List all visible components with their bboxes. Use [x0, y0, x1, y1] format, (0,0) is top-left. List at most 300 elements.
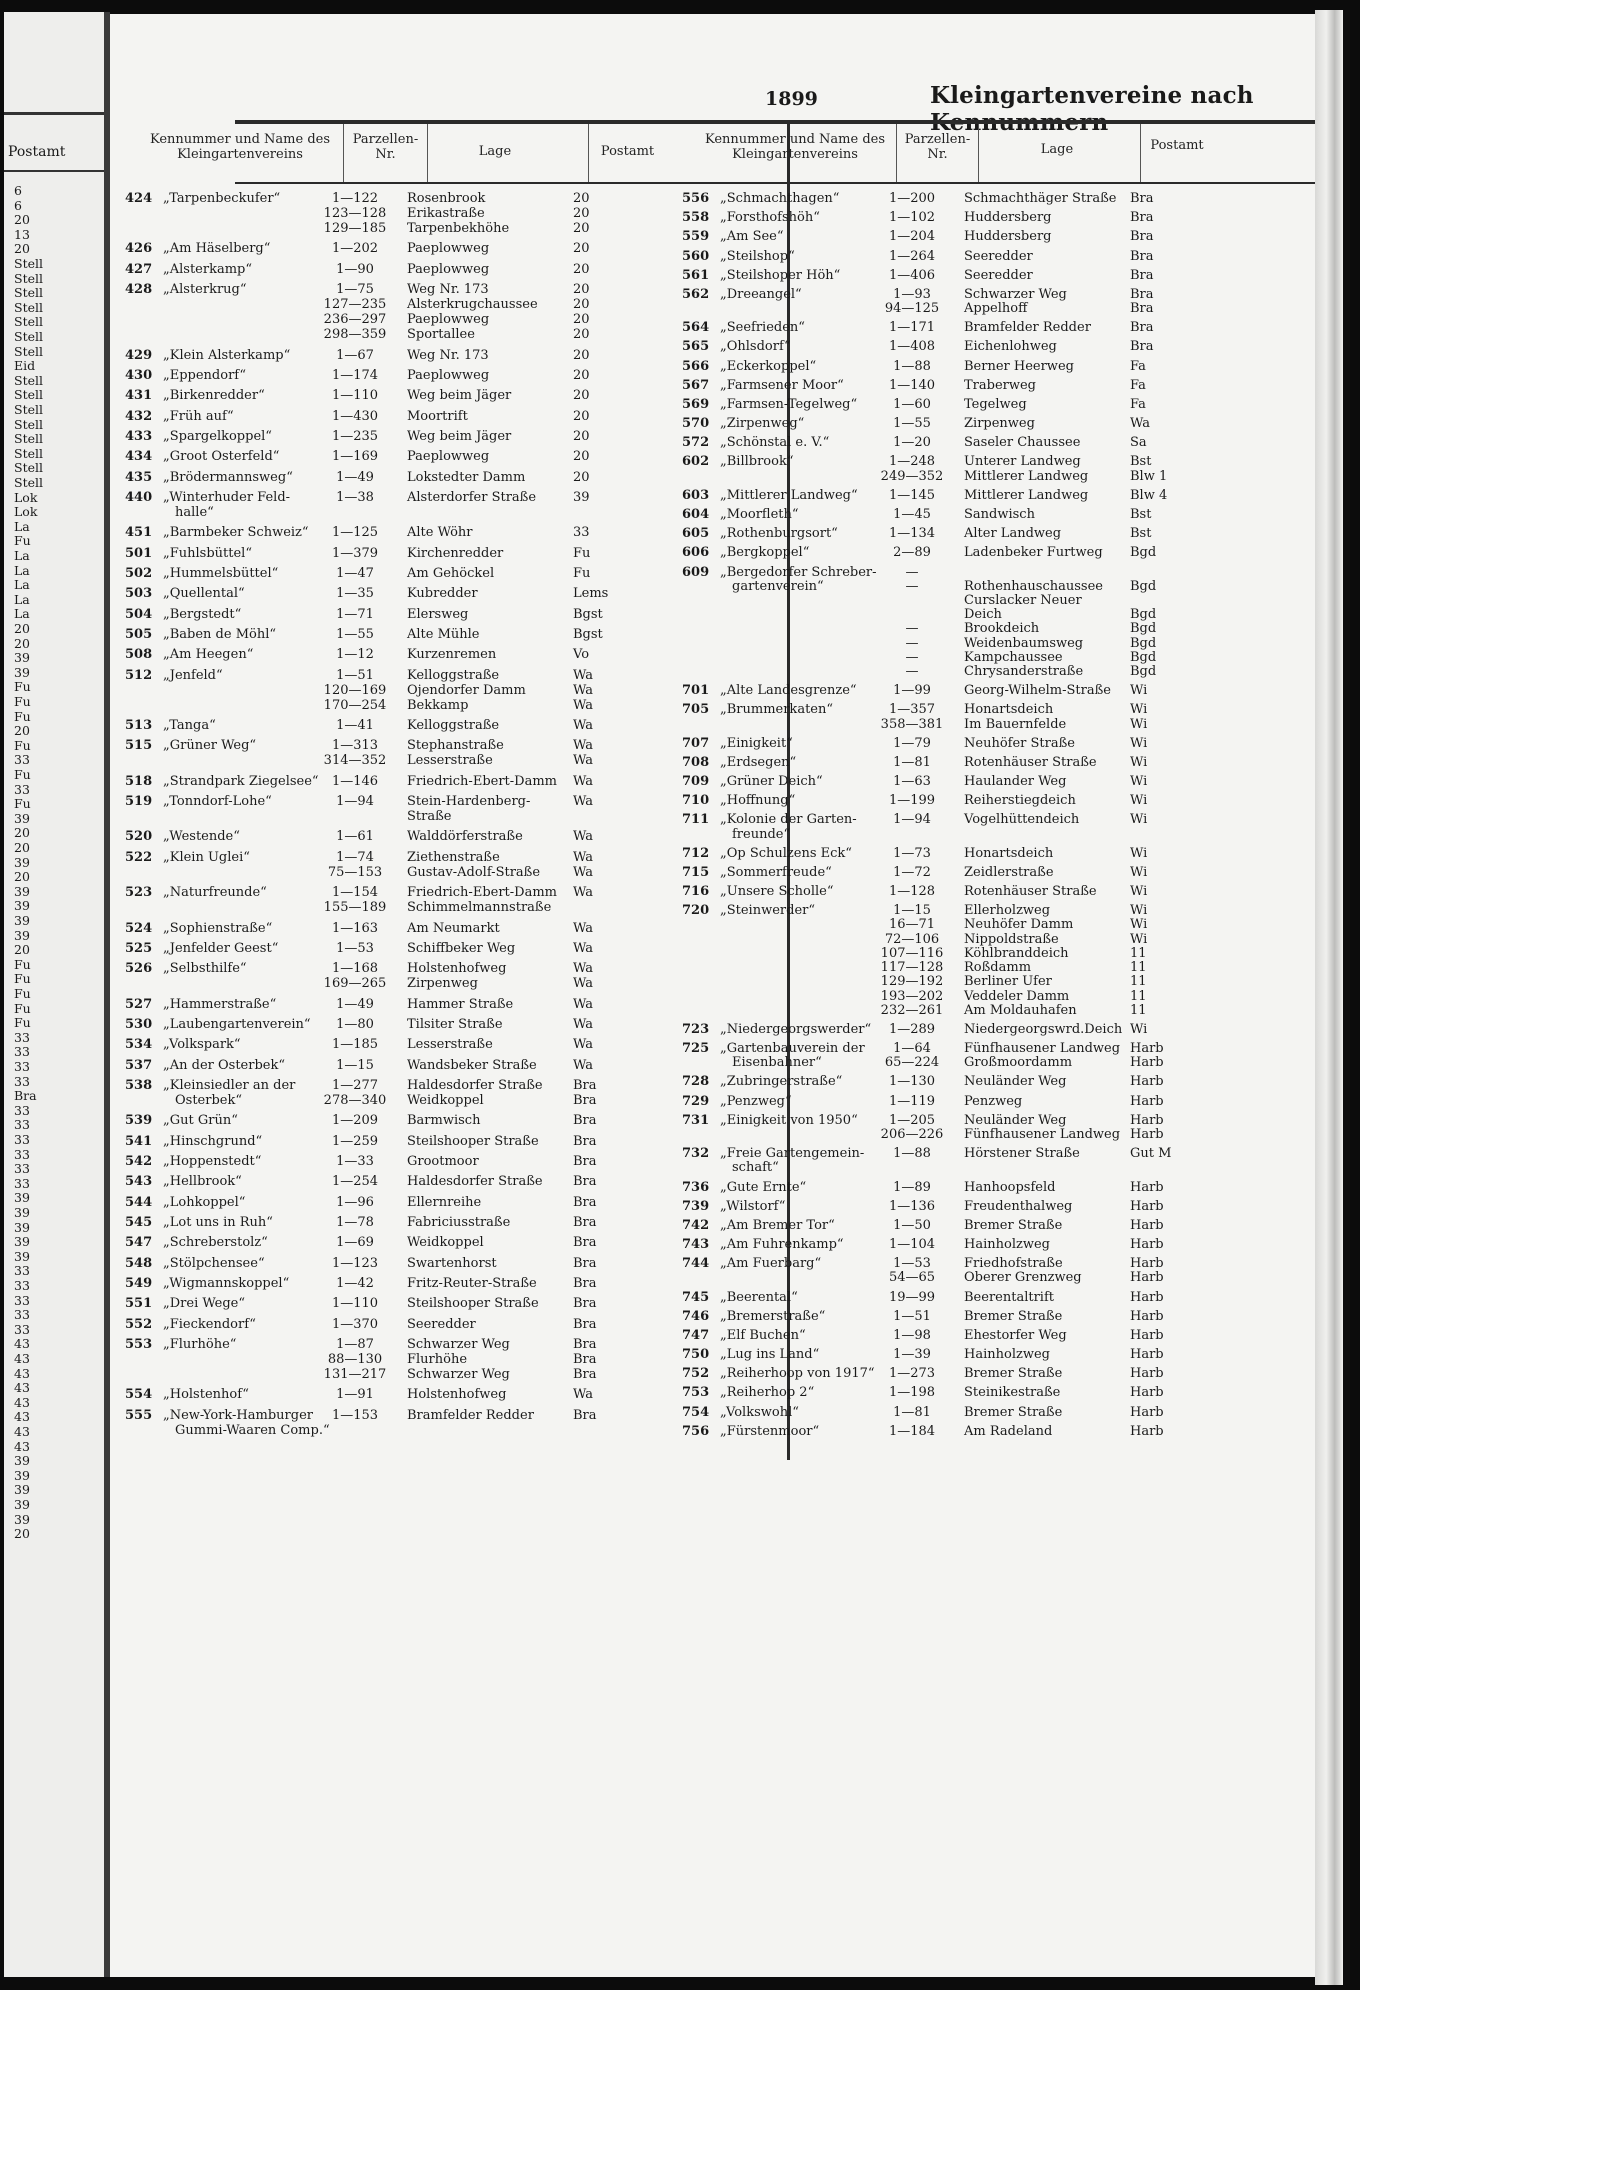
parcel-range: 1—130 — [888, 1074, 936, 1090]
left-page-postamt-value: 33 — [14, 1263, 30, 1279]
entry-name: „Drei Wege“ — [163, 1296, 246, 1312]
entry-name: „Kolonie der Garten- — [720, 812, 857, 828]
entry-number: 731 — [682, 1112, 710, 1128]
post-office: Harb — [1130, 1217, 1164, 1233]
parcel-range: 170—254 — [323, 697, 387, 713]
location: Mittlerer Landweg — [964, 487, 1089, 503]
left-page-postamt-value: 20 — [14, 942, 30, 958]
left-page-postamt-value: 43 — [14, 1424, 30, 1439]
left-page-postamt-value: 39 — [14, 1234, 30, 1250]
entry-name: „Beerental“ — [720, 1289, 798, 1305]
entry-number: 609 — [682, 564, 710, 580]
post-office: Wa — [1130, 416, 1150, 432]
post-office: Wi — [1130, 735, 1148, 751]
entry-number: 515 — [125, 738, 153, 754]
post-office: Wi — [1130, 845, 1148, 861]
parcel-range: 1—53 — [893, 1256, 931, 1272]
location: Holstenhofweg — [407, 961, 507, 977]
entry-name: „Am Heegen“ — [163, 647, 254, 663]
post-office: Bra — [573, 1296, 597, 1312]
post-office: 20 — [573, 469, 590, 485]
parcel-range: 236—297 — [323, 312, 387, 328]
entry-number: 565 — [682, 339, 710, 355]
parcel-range: 1—408 — [888, 339, 936, 355]
location: Im Bauernfelde — [964, 716, 1067, 732]
parcel-range: 127—235 — [323, 297, 387, 313]
parcel-range: 1—74 — [336, 849, 374, 865]
post-office: Bra — [573, 1092, 597, 1108]
entry-number: 566 — [682, 358, 710, 374]
entry-name: „An der Osterbek“ — [163, 1057, 285, 1073]
entry-number: 754 — [682, 1404, 710, 1420]
parcel-range: 123—128 — [323, 206, 387, 222]
left-page-postamt-value: 33 — [14, 1029, 30, 1045]
post-office: 20 — [573, 191, 590, 206]
post-office: Bra — [1130, 210, 1154, 226]
col-sep — [427, 124, 428, 182]
parcel-range: 1—49 — [336, 996, 374, 1012]
post-office: Wa — [573, 976, 593, 992]
location: Friedrich-Ebert-Damm — [407, 773, 557, 789]
parcel-range: 120—169 — [323, 682, 387, 698]
left-page-postamt-value: 39 — [14, 1482, 30, 1498]
location: Stephanstraße — [407, 738, 504, 754]
entry-name-cont: Eisenbahner“ — [732, 1055, 822, 1071]
location: Steinikestraße — [964, 1385, 1061, 1401]
location: Neuhöfer Straße — [964, 735, 1075, 751]
post-office: 20 — [573, 388, 590, 404]
post-office: Bst — [1130, 526, 1152, 542]
left-page-postamt-value: 39 — [14, 1511, 30, 1527]
entry-name: „Brummerkaten“ — [720, 702, 834, 718]
entry-name: „Hummelsbüttel“ — [163, 565, 279, 581]
entry-number: 508 — [125, 647, 153, 663]
entry-number: 527 — [125, 996, 153, 1012]
left-page-postamt-value: 6 — [14, 197, 22, 213]
parcel-range: 94—125 — [884, 301, 940, 317]
post-office: Wa — [573, 667, 593, 683]
entry-number: 742 — [682, 1217, 710, 1233]
entry-name: „Quellental“ — [163, 586, 245, 602]
post-office: Wi — [1130, 774, 1148, 790]
entry-number: 572 — [682, 435, 710, 451]
post-office: 20 — [573, 347, 590, 363]
parcel-range: 1—45 — [893, 507, 931, 523]
parcel-range: 1—75 — [336, 282, 374, 298]
location: Ladenbeker Furtweg — [964, 545, 1103, 561]
entry-number: 561 — [682, 267, 710, 283]
location: Unterer Landweg — [964, 454, 1081, 470]
location: Honartsdeich — [964, 702, 1054, 718]
parcel-range: 129—192 — [880, 974, 944, 990]
entry-number: 712 — [682, 845, 710, 861]
post-office: 20 — [573, 206, 590, 222]
entry-name: „Hoppenstedt“ — [163, 1153, 262, 1169]
left-page-postamt-value: 6 — [14, 183, 22, 198]
location: Hainholzweg — [964, 1237, 1050, 1253]
left-page-postamt-value: 39 — [14, 664, 30, 680]
col-header-postamt-left: Postamt — [600, 144, 655, 159]
parcel-range: — — [905, 621, 919, 637]
parcel-range: 1—55 — [336, 626, 374, 642]
entry-number: 505 — [125, 626, 153, 642]
parcel-range: 1—169 — [331, 449, 379, 465]
left-page-postamt-value: Stell — [14, 460, 43, 476]
post-office: Bra — [573, 1316, 597, 1332]
post-office: 20 — [573, 261, 590, 277]
entry-name: „Baben de Möhl“ — [163, 626, 277, 642]
post-office: Bra — [1130, 248, 1154, 264]
location: Chrysanderstraße — [964, 663, 1084, 679]
post-office: Wa — [573, 940, 593, 956]
location: Huddersberg — [964, 229, 1052, 245]
post-office: Bra — [573, 1194, 597, 1210]
entry-name: „Selbsthilfe“ — [163, 961, 247, 977]
post-office: Wi — [1130, 903, 1148, 919]
parcel-range: 1—87 — [336, 1336, 374, 1352]
location: Flurhöhe — [407, 1351, 468, 1367]
entry-name: „New-York-Hamburger — [163, 1407, 313, 1423]
entry-number: 541 — [125, 1133, 153, 1149]
parcel-range: 1—154 — [331, 885, 379, 901]
parcel-range: 1—81 — [893, 754, 931, 770]
post-office: 20 — [573, 449, 590, 465]
location: Am Radeland — [964, 1423, 1053, 1439]
entry-name: „Groot Osterfeld“ — [163, 449, 280, 465]
location: Beerentaltrift — [964, 1289, 1054, 1305]
parcel-range: 1—163 — [331, 920, 379, 936]
page-number: 1899 — [765, 88, 818, 110]
parcel-range: 1—61 — [336, 829, 374, 845]
entry-number: 530 — [125, 1016, 153, 1032]
location: Seeredder — [407, 1316, 476, 1332]
location: Brookdeich — [964, 621, 1040, 637]
post-office: Harb — [1130, 1385, 1164, 1401]
location: Gustav-Adolf-Straße — [407, 864, 541, 880]
post-office: Wa — [573, 1037, 593, 1053]
post-office: 20 — [573, 408, 590, 424]
left-page-postamt-value: 33 — [14, 1117, 30, 1133]
entry-number: 715 — [682, 864, 710, 880]
post-office: Bgd — [1130, 649, 1157, 665]
location: Grootmoor — [407, 1153, 479, 1169]
post-office: Wa — [573, 1016, 593, 1032]
parcel-range: 1—69 — [336, 1235, 374, 1251]
entry-name: „Alsterkrug“ — [163, 282, 247, 298]
parcel-range: 1—171 — [888, 320, 936, 336]
left-page-postamt-value: Bra — [14, 1088, 37, 1104]
post-office: Bgst — [573, 606, 603, 622]
entry-name: „Jenfeld“ — [163, 667, 223, 683]
location: Zeidlerstraße — [964, 864, 1054, 880]
parcel-range: 1—119 — [888, 1093, 936, 1109]
left-page-postamt-value: 39 — [14, 927, 30, 943]
location: Bremer Straße — [964, 1366, 1063, 1382]
location: Steilshooper Straße — [407, 1133, 539, 1149]
entry-number: 512 — [125, 667, 153, 683]
parcel-range: 1—81 — [893, 1404, 931, 1420]
parcel-range: 1—128 — [888, 884, 936, 900]
parcel-range: 1—204 — [888, 229, 936, 245]
left-page-postamt-value: Fu — [14, 986, 31, 1001]
parcel-range: 65—224 — [884, 1055, 940, 1071]
left-page-postamt-value: 20 — [14, 723, 30, 739]
post-office: Wa — [573, 961, 593, 977]
post-office: Harb — [1130, 1366, 1164, 1382]
location: Straße — [407, 809, 452, 825]
left-page-postamt-value: Lok — [14, 489, 38, 505]
entry-number: 747 — [682, 1327, 710, 1343]
location: Alte Mühle — [407, 626, 480, 642]
entry-number: 426 — [125, 241, 153, 257]
post-office: 33 — [573, 525, 590, 541]
post-office: Vo — [573, 647, 590, 663]
parcel-range: 1—259 — [331, 1133, 379, 1149]
entry-number: 753 — [682, 1385, 710, 1401]
entry-name: „Schmachthagen“ — [720, 191, 840, 206]
entry-number: 710 — [682, 793, 710, 809]
entry-name: „Grüner Deich“ — [720, 774, 823, 790]
entry-name: „Winterhuder Feld- — [163, 489, 291, 505]
parcel-range: 1—406 — [888, 267, 936, 283]
entry-number: 603 — [682, 487, 710, 503]
left-page-postamt-value: Stell — [14, 270, 43, 286]
left-page-postamt-value: 20 — [14, 1526, 30, 1542]
entry-name: „Reiherhop 2“ — [720, 1385, 815, 1401]
post-office: Bgd — [1130, 545, 1157, 561]
entry-name: „Birkenredder“ — [163, 388, 265, 404]
post-office: Bra — [573, 1351, 597, 1367]
entry-name-cont: gartenverein“ — [732, 578, 824, 594]
post-office: Wa — [573, 1387, 593, 1403]
parcel-range: 278—340 — [323, 1092, 387, 1108]
parcel-range: 1—94 — [893, 812, 931, 828]
entry-number: 544 — [125, 1194, 153, 1210]
left-page-postamt-value: 20 — [14, 241, 30, 257]
post-office: Wa — [573, 885, 593, 901]
location: Elersweg — [407, 606, 469, 622]
location: Mittlerer Landweg — [964, 468, 1089, 484]
parcel-range: 1—313 — [331, 738, 379, 754]
entry-number: 711 — [682, 812, 710, 828]
post-office: Harb — [1130, 1074, 1164, 1090]
post-office: Harb — [1130, 1308, 1164, 1324]
parcel-range: 1—289 — [888, 1021, 936, 1037]
left-page-postamt-value: Fu — [14, 708, 31, 724]
post-office: Bra — [573, 1153, 597, 1169]
entry-number: 431 — [125, 388, 153, 404]
location: Schimmelmannstraße — [407, 900, 552, 916]
entry-number: 723 — [682, 1021, 710, 1037]
post-office: Bra — [573, 1275, 597, 1291]
entry-name: „Fuhlsbüttel“ — [163, 545, 252, 561]
location: Fünfhausener Landweg — [964, 1126, 1121, 1142]
parcel-range: 1—104 — [888, 1237, 936, 1253]
parcel-range: 1—264 — [888, 248, 936, 264]
post-office: Harb — [1130, 1041, 1164, 1057]
entry-name-cont: Gummi-Waaren Comp.“ — [175, 1422, 330, 1438]
entry-name: „Steilshoper Höh“ — [720, 267, 841, 283]
post-office: Sa — [1130, 435, 1147, 451]
entry-number: 524 — [125, 920, 153, 936]
parcel-range: 1—20 — [893, 435, 931, 451]
post-office: Bra — [1130, 301, 1154, 317]
location: Haldesdorfer Straße — [407, 1077, 543, 1093]
location: Saseler Chaussee — [964, 435, 1081, 451]
entry-number: 606 — [682, 545, 710, 561]
left-page-postamt-value: 20 — [14, 840, 30, 855]
location: Moortrift — [407, 408, 468, 424]
left-page-postamt-value: 43 — [14, 1438, 30, 1454]
location: Bremer Straße — [964, 1217, 1063, 1233]
location: Rotenhäuser Straße — [964, 884, 1097, 900]
entry-name: „Laubengartenverein“ — [163, 1016, 311, 1032]
col-header-parzellen-left: Parzellen-Nr. — [352, 132, 419, 162]
entry-name: „Stölpchensee“ — [163, 1255, 265, 1271]
post-office: Harb — [1130, 1327, 1164, 1343]
location: Swartenhorst — [407, 1255, 497, 1271]
location: Appelhoff — [964, 301, 1028, 317]
entry-number: 435 — [125, 469, 153, 485]
post-office: Wa — [573, 864, 593, 880]
entry-name: „Tonndorf-Lohe“ — [163, 794, 272, 810]
location: Ojendorfer Damm — [407, 682, 526, 698]
parcel-range: — — [905, 649, 919, 665]
parcel-range: 2—89 — [893, 545, 931, 561]
parcel-range: 1—15 — [893, 903, 931, 919]
entry-name: „Rothenburgsort“ — [720, 526, 838, 542]
post-office: Wa — [573, 849, 593, 865]
entry-name: „Wilstorf“ — [720, 1198, 786, 1214]
entry-number: 424 — [125, 191, 153, 206]
post-office: Bra — [1130, 229, 1154, 245]
col-sep — [1140, 124, 1141, 182]
entry-name: „Naturfreunde“ — [163, 885, 267, 901]
entry-number: 547 — [125, 1235, 153, 1251]
location: Am Neumarkt — [407, 920, 500, 936]
entry-name: „Gute Ernte“ — [720, 1179, 807, 1195]
entry-number: 549 — [125, 1275, 153, 1291]
location: Kurzenremen — [407, 647, 497, 663]
left-page-postamt-value: Stell — [14, 329, 43, 344]
left-page-postamt-value: Fu — [14, 694, 31, 709]
post-office: Wi — [1130, 683, 1148, 699]
entry-name: „Tarpenbeckufer“ — [163, 191, 281, 206]
location: Friedhofstraße — [964, 1256, 1063, 1272]
parcel-range: 1—174 — [331, 367, 379, 383]
location: Wandsbeker Straße — [407, 1057, 537, 1073]
entry-name: „Farmsener Moor“ — [720, 377, 844, 393]
entry-number: 520 — [125, 829, 153, 845]
col-header-lage-left: Lage — [478, 144, 512, 159]
parcel-range: 1—99 — [893, 683, 931, 699]
entry-number: 551 — [125, 1296, 153, 1312]
entry-name: „Gut Grün“ — [163, 1113, 238, 1129]
entry-name: „Einigkeit“ — [720, 735, 793, 751]
entry-number: 433 — [125, 428, 153, 444]
left-page-postamt-value: 33 — [14, 752, 30, 768]
post-office: Wa — [573, 920, 593, 936]
entry-number: 567 — [682, 377, 710, 393]
left-page-postamt-value: 33 — [14, 1292, 30, 1308]
parcel-range: 1—235 — [331, 428, 379, 444]
left-page-postamt-value: 39 — [14, 1453, 30, 1469]
post-office: Wi — [1130, 864, 1148, 880]
entry-number: 569 — [682, 396, 710, 412]
location: Schwarzer Weg — [964, 286, 1067, 302]
entry-number: 725 — [682, 1041, 710, 1057]
parcel-range: 107—116 — [880, 945, 944, 961]
post-office: 20 — [573, 312, 590, 328]
location: Sandwisch — [964, 507, 1035, 523]
entry-number: 756 — [682, 1423, 710, 1439]
parcel-range: 54—65 — [888, 1270, 936, 1286]
post-office: Harb — [1130, 1423, 1164, 1439]
parcel-range: — — [905, 564, 919, 580]
entry-name: „Einigkeit von 1950“ — [720, 1112, 858, 1128]
parcel-range: 1—78 — [336, 1214, 374, 1230]
post-office: Bra — [573, 1133, 597, 1149]
parcel-range: 1—55 — [893, 416, 931, 432]
entry-name: „Reiherhoop von 1917“ — [720, 1366, 875, 1382]
location: Bekkamp — [407, 697, 469, 713]
left-page-postamt-value: 43 — [14, 1365, 30, 1381]
location: Paeplowweg — [407, 312, 490, 328]
entry-number: 553 — [125, 1336, 153, 1352]
parcel-range: 1—110 — [331, 388, 379, 404]
entry-name: „Steinwerder“ — [720, 903, 815, 919]
entry-name: „Wigmannskoppel“ — [163, 1275, 290, 1291]
entry-number: 539 — [125, 1113, 153, 1129]
entry-name: „Hammerstraße“ — [163, 996, 277, 1012]
col-header-lage-right: Lage — [1040, 142, 1074, 157]
parcel-range: 1—184 — [888, 1423, 936, 1439]
parcel-range: 1—47 — [336, 565, 374, 581]
entry-number: 752 — [682, 1366, 710, 1382]
left-page-postamt-value: Stell — [14, 372, 43, 388]
post-office: Wi — [1130, 716, 1148, 732]
left-page-postamt-value: 20 — [14, 869, 30, 885]
parcel-range: 1—153 — [331, 1407, 379, 1423]
entry-number: 559 — [682, 229, 710, 245]
left-page-postamt-value: 33 — [14, 1321, 30, 1337]
entry-name: „Am Häselberg“ — [163, 241, 271, 257]
post-office: Harb — [1130, 1237, 1164, 1253]
post-office: Gut M — [1130, 1146, 1172, 1162]
parcel-range: 232—261 — [880, 1002, 944, 1018]
entry-number: 554 — [125, 1387, 153, 1403]
location: Ziethenstraße — [407, 849, 500, 865]
entry-number: 716 — [682, 884, 710, 900]
parcel-range: 1—88 — [893, 1146, 931, 1162]
post-office: 20 — [573, 241, 590, 257]
post-office: Wa — [573, 794, 593, 810]
col-header-name-right: Kennummer und Name des Kleingartenvereins — [704, 132, 886, 162]
entry-number: 522 — [125, 849, 153, 865]
entry-name: „Eppendorf“ — [163, 367, 246, 383]
parcel-range: 1—122 — [331, 191, 379, 206]
parcel-range: 16—71 — [888, 917, 936, 933]
post-office: Bst — [1130, 454, 1152, 470]
left-page-postamt-value: 39 — [14, 1248, 30, 1264]
parcel-range: 1—12 — [336, 647, 374, 663]
parcel-range: 131—217 — [323, 1366, 387, 1382]
entry-number: 502 — [125, 565, 153, 581]
entry-number: 709 — [682, 774, 710, 790]
left-page-postamt-value: 39 — [14, 650, 30, 666]
location: Weidkoppel — [407, 1092, 484, 1108]
parcel-range: 1—96 — [336, 1194, 374, 1210]
